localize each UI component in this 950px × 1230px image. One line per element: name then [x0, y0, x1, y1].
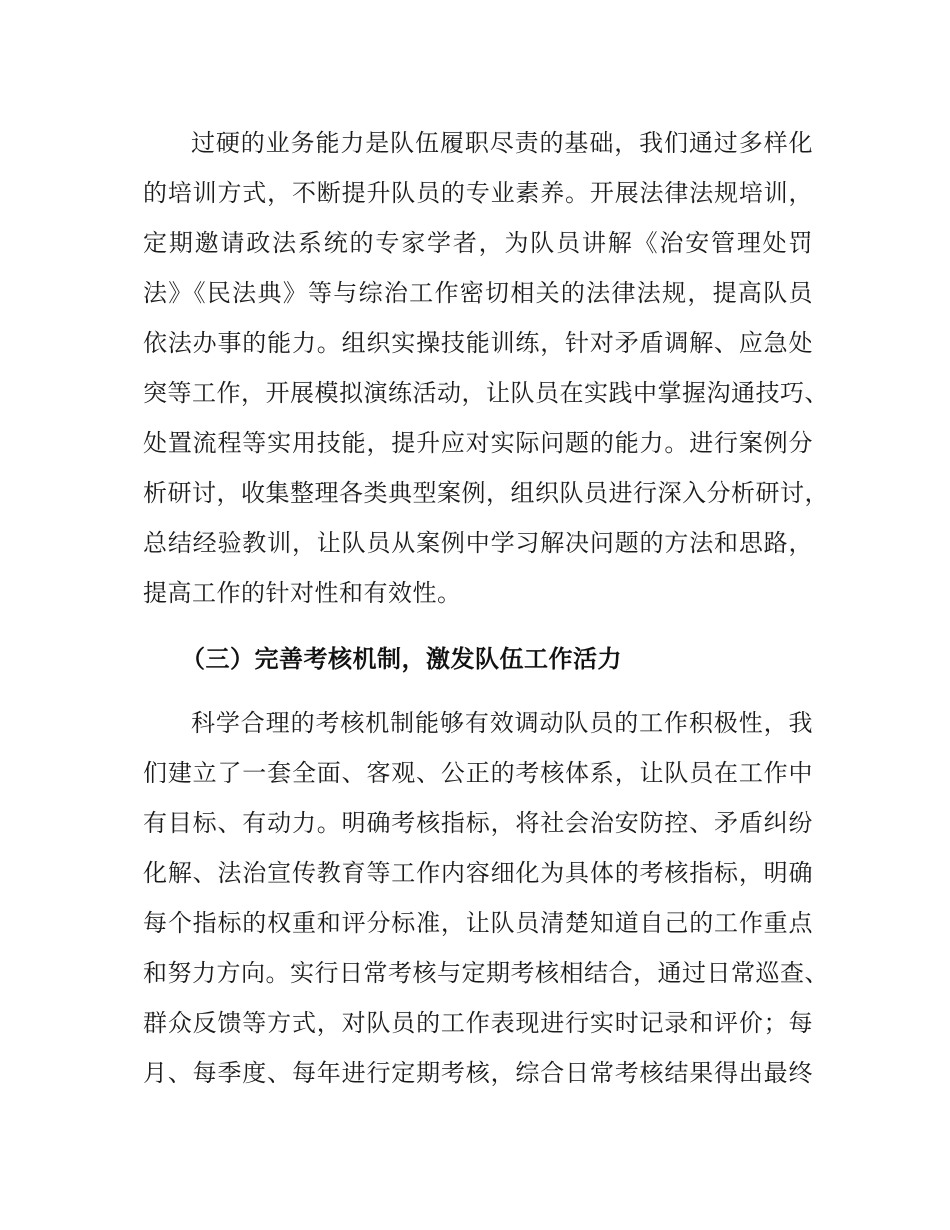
section-heading: （三）完善考核机制，激发队伍工作活力: [181, 645, 622, 673]
paragraph-1-line-1: 过硬的业务能力是队伍履职尽责的基础，我们通过多样化: [191, 129, 813, 157]
paragraph-1-line-9: 总结经验教训，让队员从案例中学习解决问题的方法和思路，: [143, 529, 813, 557]
paragraph-1-line-2: 的培训方式，不断提升队员的专业素养。开展法律法规培训，: [143, 179, 813, 207]
paragraph-2-line-3: 有目标、有动力。明确考核指标，将社会治安防控、矛盾纠纷: [143, 809, 813, 837]
paragraph-1-line-10: 提高工作的针对性和有效性。: [143, 579, 462, 607]
paragraph-2-line-5: 每个指标的权重和评分标准，让队员清楚知道自己的工作重点: [143, 909, 813, 937]
paragraph-2-line-8: 月、每季度、每年进行定期考核，综合日常考核结果得出最终: [143, 1059, 813, 1087]
paragraph-1-line-8: 析研讨，收集整理各类典型案例，组织队员进行深入分析研讨，: [143, 479, 829, 507]
paragraph-2-line-7: 群众反馈等方式，对队员的工作表现进行实时记录和评价；每: [143, 1009, 813, 1037]
paragraph-2-line-6: 和努力方向。实行日常考核与定期考核相结合，通过日常巡查、: [143, 959, 829, 987]
paragraph-1-line-7: 处置流程等实用技能，提升应对实际问题的能力。进行案例分: [143, 429, 813, 457]
paragraph-2-line-2: 们建立了一套全面、客观、公正的考核体系，让队员在工作中: [143, 759, 813, 787]
paragraph-1-line-6: 突等工作，开展模拟演练活动，让队员在实践中掌握沟通技巧、: [143, 379, 829, 407]
paragraph-1-line-3: 定期邀请政法系统的专家学者，为队员讲解《治安管理处罚: [143, 229, 813, 257]
paragraph-1-line-5: 依法办事的能力。组织实操技能训练，针对矛盾调解、应急处: [143, 329, 813, 357]
paragraph-1-line-4: 法》《民法典》等与综治工作密切相关的法律法规，提高队员: [143, 279, 813, 307]
paragraph-2-line-4: 化解、法治宣传教育等工作内容细化为具体的考核指标，明确: [143, 859, 813, 887]
paragraph-2-line-1: 科学合理的考核机制能够有效调动队员的工作积极性，我: [191, 709, 813, 737]
